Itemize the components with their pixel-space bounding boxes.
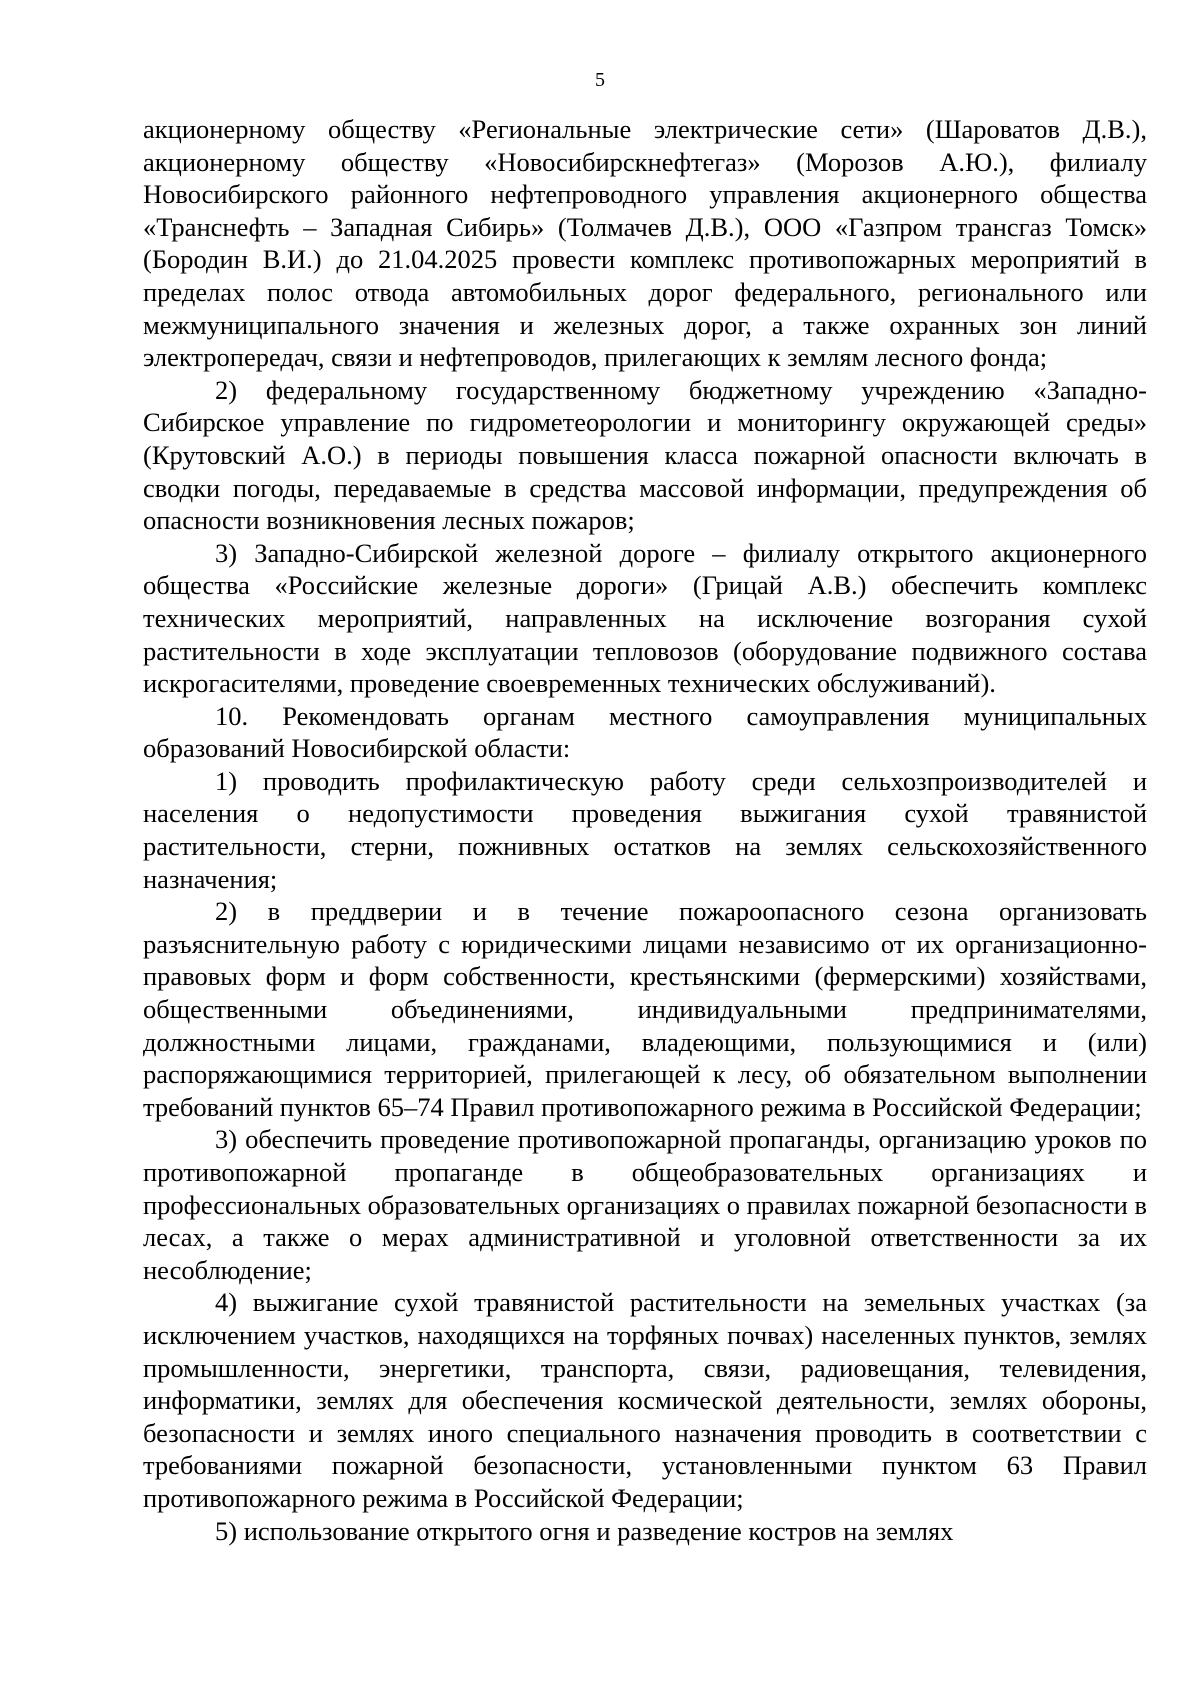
page-number: 5: [595, 69, 605, 91]
paragraph-section-10-item-2: 2) в преддверии и в течение пожароопасного сезона организовать разъяснительную работу с юридическими лицами независимо от их организационно-правовых форм и форм собственности, крестьянскими (фермерскими) хозяйствами, общественными объединениями, индивидуальными предпринимателями, должностными лицами, гражданами, владеющими, пользующимися и (или) распоряжающимися территорией, прилегающей к лесу, об обязательном выполнении требований пунктов 65–74 Правил противопожарного режима в Российской Федерации;: [143, 896, 1147, 1122]
paragraph-section-10-item-3: 3) обеспечить проведение противопожарной пропаганды, организацию уроков по противопожарной пропаганде в общеобразовательных организациях и профессиональных образовательных организациях о правилах пожарной безопасности в лесах, а также о мерах административной и уголовной ответственности за их несоблюдение;: [143, 1124, 1147, 1285]
paragraph-item-2: 2) федеральному государственному бюджетному учреждению «Западно-Сибирское управление по гидрометеорологии и мониторингу окружающей среды» (Крутовский А.О.) в периоды повышения класса пожарной опасности включать в сводки погоды, передаваемые в средства массовой информации, предупреждения об опасности возникновения лесных пожаров;: [143, 374, 1147, 536]
paragraph-section-10: 10. Рекомендовать органам местного самоуправления муниципальных образований Новосибирской области:: [143, 700, 1147, 764]
document-body: [143, 113, 1147, 1547]
paragraph-section-10-item-4: 4) выжигание сухой травянистой растительности на земельных участках (за исключением участков, находящихся на торфяных почвах) населенных пунктов, землях промышленности, энергетики, транспорта, связи, радиовещания, телевидения, информатики, землях для обеспечения космической деятельности, землях обороны, безопасности и землях иного специального назначения проводить в соответствии с требованиями пожарной безопасности, установленными пунктом 63 Правил противопожарного режима в Российской Федерации;: [143, 1287, 1147, 1513]
paragraph-continuation: акционерному обществу «Региональные электрические сети» (Шароватов Д.В.), акционерному обществу «Новосибирскнефтегаз» (Морозов А.Ю.), филиалу Новосибирского районного нефтепроводного управления акционерного общества «Транснефть – Западная Сибирь» (Толмачев Д.В.), ООО «Газпром трансгаз Томск» (Бородин В.И.) до 21.04.2025 провести комплекс противопожарных мероприятий в пределах полос отвода автомобильных дорог федерального, регионального или межмуниципального значения и железных дорог, а также охранных зон линий электропередач, связи и нефтепроводов, прилегающих к землям лесного фонда;: [143, 114, 1147, 373]
paragraph-section-10-item-5: 5) использование открытого огня и разведение костров на землях: [215, 1515, 954, 1546]
paragraph-item-3: 3) Западно-Сибирской железной дороге – филиалу открытого акционерного общества «Российские железные дороги» (Грицай А.В.) обеспечить комплекс технических мероприятий, направленных на исключение возгорания сухой растительности в ходе эксплуатации тепловозов (оборудование подвижного состава искрогасителями, проведение своевременных технических обслуживаний).: [143, 537, 1147, 699]
paragraph-section-10-item-1: 1) проводить профилактическую работу среди сельхозпроизводителей и населения о недопустимости проведения выжигания сухой травянистой растительности, стерни, пожнивных остатков на землях сельскохозяйственного назначения;: [143, 765, 1147, 894]
